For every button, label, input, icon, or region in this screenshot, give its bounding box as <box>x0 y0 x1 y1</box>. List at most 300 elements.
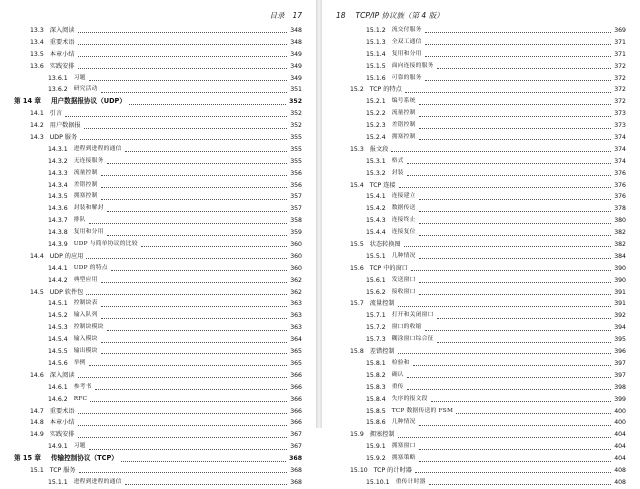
toc-entry-number: 15.8.6 <box>366 419 386 427</box>
toc-entry-number: 15.3.2 <box>366 169 386 177</box>
toc-entry-number: 15.1.3 <box>366 38 386 46</box>
toc-entry-number: 14.6.1 <box>48 383 68 391</box>
toc-entry-page: 366 <box>290 419 302 427</box>
toc-entry-number: 15.1.6 <box>366 74 386 82</box>
toc-entry-title: 可靠的服务 <box>391 74 422 81</box>
toc-dot-leader <box>425 44 612 45</box>
toc-dot-leader <box>86 294 287 295</box>
toc-entry-page: 348 <box>290 27 302 34</box>
toc-entry-title: 实践安排 <box>49 62 75 70</box>
toc-entry-number: 15.1.5 <box>366 62 386 70</box>
toc-dot-leader <box>398 353 612 354</box>
toc-entry-title: UDP 的应用 <box>49 252 84 260</box>
toc-entry-title: 习题 <box>73 74 86 81</box>
toc-entry-number: 15.7.1 <box>366 312 386 320</box>
toc-entry-page: 404 <box>614 431 626 439</box>
toc-dot-leader <box>107 330 288 331</box>
toc-entry-number: 15.3.1 <box>366 157 386 165</box>
toc-entry-page: 372 <box>614 74 626 82</box>
toc-entry-page: 367 <box>290 443 302 451</box>
toc-entry-page: 351 <box>290 86 302 94</box>
toc-dot-leader <box>101 187 288 188</box>
toc-entry-title: 连接建立 <box>391 193 416 200</box>
toc-entry-row <box>14 49 302 61</box>
toc-entry-page: 371 <box>614 50 626 58</box>
toc-entry-number: 13.4 <box>30 38 44 46</box>
toc-entry-title: 排队 <box>73 217 86 224</box>
toc-dot-leader <box>391 151 611 152</box>
toc-entry-row <box>336 132 626 144</box>
toc-entry-number: 14.5.3 <box>48 324 68 332</box>
left-page <box>0 0 316 486</box>
toc-entry-row <box>14 382 302 394</box>
toc-entry-number: 14.5.4 <box>48 336 68 344</box>
toc-entry-title: 进程到进程的通信 <box>73 478 122 485</box>
toc-dot-leader <box>415 472 611 473</box>
toc-entry-page: 356 <box>290 169 302 177</box>
toc-entry-row <box>14 156 302 168</box>
toc-entry-page: 400 <box>614 419 626 427</box>
page-number: 17 <box>292 11 302 20</box>
toc-entry-title: 流量控制 <box>391 110 416 117</box>
toc-entry-row <box>336 358 626 370</box>
toc-entry-title: 打开和关闭窗口 <box>391 312 434 319</box>
toc-entry-title: 发送窗口 <box>391 276 416 283</box>
toc-entry-number: 14.8 <box>30 419 44 427</box>
toc-entry-title: 本章小结 <box>49 50 75 58</box>
toc-dot-leader <box>141 246 287 247</box>
toc-dot-leader <box>419 282 612 283</box>
toc-entry-title: TCP 数据传送的 FSM <box>391 407 454 414</box>
toc-entry-number: 14.3.1 <box>48 145 68 153</box>
toc-dot-leader <box>101 353 288 354</box>
toc-entry-number: 15.9 <box>350 431 364 439</box>
toc-entry-number: 15.7 <box>350 300 364 308</box>
toc-entry-row <box>336 263 626 275</box>
toc-entry-title: 封装 <box>391 169 404 176</box>
toc-entry-row <box>336 287 626 299</box>
toc-entry-row <box>336 191 626 203</box>
toc-entry-title: 拥塞策略 <box>391 455 416 462</box>
toc-dot-leader <box>425 80 612 81</box>
toc-entry-number: 15.8.1 <box>366 359 386 367</box>
toc-entry-row <box>14 215 302 227</box>
toc-entry-title: 拥塞窗口 <box>391 443 416 450</box>
toc-entry-number: 15.4.4 <box>366 229 386 237</box>
toc-dot-leader <box>419 128 612 129</box>
toc-entry-title: 报文段 <box>369 145 389 153</box>
toc-entry-row <box>14 394 302 406</box>
toc-entry-title: 窗口的收缩 <box>391 324 422 331</box>
toc-entry-row <box>14 120 302 132</box>
toc-entry-row <box>14 406 302 418</box>
toc-entry-title: 举例 <box>73 359 86 366</box>
toc-entry-title: 格式 <box>391 157 404 164</box>
toc-dot-leader <box>425 56 612 57</box>
toc-entry-row <box>14 322 302 334</box>
toc-dot-leader <box>89 365 288 366</box>
toc-dot-leader <box>419 235 612 236</box>
toc-entry-title: 接收窗口 <box>391 288 416 295</box>
toc-entry-title: 重要术语 <box>49 38 75 46</box>
toc-entry-title: 本章小结 <box>49 419 75 427</box>
toc-entry-page: 349 <box>290 50 302 58</box>
toc-entry-title: 无连接服务 <box>73 157 104 164</box>
toc-entry-page: 390 <box>614 276 626 284</box>
toc-entry-number: 14.1 <box>30 110 44 118</box>
toc-entry-row <box>336 322 626 334</box>
toc-entry-page: 355 <box>290 134 302 142</box>
toc-entry-page: 374 <box>614 134 626 142</box>
toc-entry-number: 14.5.6 <box>48 359 68 367</box>
toc-entry-page: 369 <box>614 27 626 34</box>
toc-entry-row <box>14 227 302 239</box>
toc-entry-row <box>14 417 302 429</box>
toc-entry-row <box>14 84 302 96</box>
right-running-head <box>336 10 444 21</box>
toc-entry-row <box>14 25 302 37</box>
toc-entry-row <box>14 61 302 73</box>
toc-entry-row <box>336 441 626 453</box>
toc-entry-row <box>14 132 302 144</box>
toc-entry-title: TCP 连接 <box>369 181 396 189</box>
toc-dot-leader <box>121 461 286 462</box>
toc-entry-page: 371 <box>614 38 626 46</box>
toc-entry-title: 失序的报文段 <box>391 395 428 402</box>
toc-dot-leader <box>419 294 612 295</box>
toc-entry-number: 14.5 <box>30 288 44 296</box>
toc-entry-number: 15.8.4 <box>366 395 386 403</box>
toc-entry-number: 15.8.5 <box>366 407 386 415</box>
toc-entry-title: 重要术语 <box>49 407 75 415</box>
toc-dot-leader <box>79 472 288 473</box>
toc-entry-row <box>14 108 302 120</box>
toc-entry-title: 几种情况 <box>391 419 416 426</box>
toc-entry-row <box>336 156 626 168</box>
toc-dot-leader <box>111 270 287 271</box>
toc-entry-page: 352 <box>290 110 302 118</box>
toc-entry-row <box>14 334 302 346</box>
toc-entry-title: 控制块表 <box>73 300 98 307</box>
toc-entry-row <box>336 382 626 394</box>
toc-entry-number: 第 14 章 <box>14 97 41 106</box>
toc-entry-number: 15.1.2 <box>366 27 386 34</box>
toc-entry-row <box>336 334 626 346</box>
toc-entry-title: 连接终止 <box>391 217 416 224</box>
toc-dot-leader <box>101 306 288 307</box>
toc-entry-page: 395 <box>614 336 626 344</box>
toc-dot-leader <box>425 32 612 33</box>
toc-entry-title: 控制块模块 <box>73 324 104 331</box>
toc-entry-page: 368 <box>290 466 302 474</box>
toc-entry-number: 14.6 <box>30 371 44 379</box>
toc-entry-page: 359 <box>290 229 302 237</box>
toc-entry-row <box>14 37 302 49</box>
toc-dot-leader <box>101 175 288 176</box>
toc-dot-leader <box>129 104 286 105</box>
toc-entry-number: 15.5.1 <box>366 252 386 260</box>
toc-entry-row <box>336 417 626 429</box>
toc-entry-title: TCP 的特点 <box>369 86 402 94</box>
toc-entry-row <box>336 37 626 49</box>
toc-entry-title: 典型应用 <box>73 276 98 283</box>
toc-entry-number: 15.10 <box>350 466 368 474</box>
toc-entry-page: 382 <box>614 241 626 249</box>
toc-entry-title: 状态转换图 <box>369 241 401 249</box>
toc-entry-row <box>14 275 302 287</box>
toc-entry-page: 391 <box>614 288 626 296</box>
toc-entry-row <box>14 203 302 215</box>
toc-entry-title: UDP 服务 <box>49 134 78 142</box>
toc-dot-leader <box>107 211 288 212</box>
toc-entry-row <box>336 453 626 465</box>
toc-entry-number: 14.6.2 <box>48 395 68 403</box>
toc-entry-page: 372 <box>614 86 626 94</box>
toc-entry-number: 14.5.2 <box>48 312 68 320</box>
toc-entry-number: 15.9.1 <box>366 443 386 451</box>
toc-entry-row <box>336 96 626 108</box>
toc-entry-title: 研究活动 <box>73 86 98 93</box>
toc-dot-leader <box>411 270 611 271</box>
toc-entry-title: 流量控制 <box>369 300 395 308</box>
toc-entry-title: 输入模块 <box>73 336 98 343</box>
toc-entry-page: 368 <box>289 455 302 463</box>
toc-entry-title: 参考书 <box>73 383 92 390</box>
toc-dot-leader <box>429 484 612 485</box>
toc-entry-number: 15.9.2 <box>366 455 386 463</box>
toc-dot-leader <box>399 187 612 188</box>
toc-entry-page: 368 <box>290 478 302 486</box>
toc-entry-page: 399 <box>614 395 626 403</box>
toc-entry-page: 373 <box>614 122 626 130</box>
toc-entry-title: 拥塞控制 <box>73 193 98 200</box>
toc-dot-leader <box>78 437 288 438</box>
toc-entry-row <box>336 144 626 156</box>
toc-entry-page: 355 <box>290 145 302 153</box>
toc-entry-page: 355 <box>290 157 302 165</box>
toc-entry-number: 15.4.3 <box>366 217 386 225</box>
toc-dot-leader <box>65 116 287 117</box>
toc-entry-title: 全双工通信 <box>391 38 422 45</box>
toc-entry-row <box>336 120 626 132</box>
toc-entry-row <box>336 108 626 120</box>
toc-dot-leader <box>101 342 288 343</box>
toc-entry-title: 用户数据报 <box>49 122 81 130</box>
toc-entry-row <box>336 465 626 477</box>
header-title: TCP/IP 协议族（第 4 版） <box>355 11 444 20</box>
toc-entry-row <box>336 298 626 310</box>
toc-entry-title: TCP 中的窗口 <box>369 264 408 272</box>
toc-entry-page: 357 <box>290 193 302 201</box>
toc-entry-title: 拥塞控制 <box>391 134 416 141</box>
toc-entry-number: 15.2.1 <box>366 98 386 106</box>
toc-entry-page: 360 <box>290 264 302 272</box>
toc-entry-page: 373 <box>614 110 626 118</box>
toc-dot-leader <box>437 342 612 343</box>
toc-dot-leader <box>419 104 612 105</box>
toc-entry-page: 376 <box>614 193 626 201</box>
toc-entry-row <box>14 429 302 441</box>
toc-dot-leader <box>78 425 288 426</box>
toc-entry-page: 404 <box>614 455 626 463</box>
left-running-head <box>269 10 302 21</box>
toc-dot-leader <box>419 449 612 450</box>
toc-dot-leader <box>89 223 288 224</box>
toc-entry-number: 15.1 <box>30 466 44 474</box>
toc-entry-row <box>336 370 626 382</box>
toc-entry-page: 349 <box>290 62 302 70</box>
toc-entry-title: 复用和分用 <box>73 229 104 236</box>
toc-entry-title: 深入阅读 <box>49 27 75 34</box>
toc-entry-number: 15.2 <box>350 86 364 94</box>
toc-entry-page: 374 <box>614 157 626 165</box>
toc-entry-title: 数据传送 <box>391 205 416 212</box>
toc-entry-number: 15.6.2 <box>366 288 386 296</box>
toc-entry-row <box>336 49 626 61</box>
toc-entry-page: 357 <box>290 205 302 213</box>
toc-entry-title: 重传 <box>391 383 404 390</box>
toc-dot-leader <box>407 389 612 390</box>
toc-entry-page: 366 <box>290 383 302 391</box>
toc-entry-page: 363 <box>290 300 302 308</box>
toc-entry-page: 363 <box>290 312 302 320</box>
toc-entry-row <box>336 84 626 96</box>
toc-entry-number: 15.4.1 <box>366 193 386 201</box>
toc-dot-leader <box>80 139 287 140</box>
toc-dot-leader <box>419 116 612 117</box>
toc-entry-page: 349 <box>290 74 302 82</box>
toc-dot-leader <box>107 163 288 164</box>
toc-entry-page: 397 <box>614 371 626 379</box>
toc-dot-leader <box>419 425 612 426</box>
toc-entry-title: TCP 的计时器 <box>373 466 412 474</box>
toc-entry-number: 13.6 <box>30 62 44 70</box>
toc-entry-page: 362 <box>290 288 302 296</box>
toc-entry-row <box>14 298 302 310</box>
toc-entry-number: 13.5 <box>30 50 44 58</box>
toc-entry-page: 365 <box>290 348 302 356</box>
toc-entry-number: 15.2.3 <box>366 122 386 130</box>
toc-entry-title: 确认 <box>391 371 404 378</box>
toc-chapter-row <box>14 453 302 465</box>
toc-entry-title: 差错控制 <box>391 122 416 129</box>
toc-entry-row <box>336 275 626 287</box>
toc-entry-number: 14.3.9 <box>48 241 68 249</box>
toc-dot-leader <box>78 413 288 414</box>
toc-entry-row <box>14 191 302 203</box>
toc-dot-leader <box>437 68 612 69</box>
toc-dot-leader <box>437 318 612 319</box>
toc-dot-leader <box>90 401 287 402</box>
toc-entry-title: 用户数据报协议（UDP） <box>50 97 126 106</box>
toc-entry-page: 408 <box>614 466 626 474</box>
toc-entry-page: 376 <box>614 169 626 177</box>
toc-entry-number: 15.10.1 <box>366 478 390 486</box>
toc-entry-page: 362 <box>290 276 302 284</box>
toc-entry-row <box>336 168 626 180</box>
toc-entry-row <box>14 180 302 192</box>
toc-entry-title: UDP 软件包 <box>49 288 84 296</box>
toc-entry-page: 348 <box>290 38 302 46</box>
toc-entry-page: 364 <box>290 336 302 344</box>
toc-entry-page: 398 <box>614 383 626 391</box>
toc-entry-number: 14.3.4 <box>48 181 68 189</box>
toc-entry-title: UDP 与简单协议的比较 <box>73 241 138 248</box>
toc-entry-row <box>336 73 626 85</box>
toc-dot-leader <box>456 413 611 414</box>
toc-entry-row <box>14 465 302 477</box>
toc-entry-page: 376 <box>614 181 626 189</box>
toc-dot-leader <box>101 199 288 200</box>
toc-entry-row <box>336 61 626 73</box>
toc-entry-row <box>336 239 626 251</box>
toc-dot-leader <box>89 449 288 450</box>
toc-entry-number: 14.3.3 <box>48 169 68 177</box>
toc-entry-number: 15.2.4 <box>366 134 386 142</box>
toc-dot-leader <box>89 80 288 81</box>
toc-entry-title: 拥塞控制 <box>369 431 395 439</box>
toc-entry-number: 13.6.1 <box>48 74 68 82</box>
toc-entry-page: 378 <box>614 205 626 213</box>
toc-entry-title: 几种情况 <box>391 252 416 259</box>
toc-entry-page: 366 <box>290 395 302 403</box>
toc-entry-title: UDP 的特点 <box>73 264 108 271</box>
toc-entry-title: 连接复位 <box>391 229 416 236</box>
toc-right <box>336 25 626 489</box>
toc-entry-title: 检验和 <box>391 359 410 366</box>
toc-entry-number: 14.9.1 <box>48 443 68 451</box>
toc-entry-number: 15.2.2 <box>366 110 386 118</box>
toc-entry-page: 397 <box>614 359 626 367</box>
toc-entry-title: 编号系统 <box>391 98 416 105</box>
toc-entry-row <box>336 394 626 406</box>
toc-entry-number: 14.3 <box>30 134 44 142</box>
toc-entry-title: 流交付服务 <box>391 27 422 33</box>
toc-dot-leader <box>107 235 288 236</box>
toc-entry-page: 374 <box>614 145 626 153</box>
toc-entry-number: 14.4 <box>30 252 44 260</box>
toc-entry-number: 15.5 <box>350 241 364 249</box>
toc-entry-page: 408 <box>614 478 626 486</box>
toc-entry-row <box>14 168 302 180</box>
toc-entry-number: 14.2 <box>30 122 44 130</box>
toc-entry-page: 366 <box>290 371 302 379</box>
toc-entry-title: 引言 <box>49 110 63 118</box>
toc-chapter-row <box>14 96 302 108</box>
toc-entry-number: 14.4.1 <box>48 264 68 272</box>
toc-entry-number: 15.4 <box>350 181 364 189</box>
toc-entry-number: 14.3.5 <box>48 193 68 201</box>
toc-dot-leader <box>125 484 288 485</box>
toc-entry-number: 15.4.2 <box>366 205 386 213</box>
toc-entry-row <box>14 370 302 382</box>
toc-dot-leader <box>84 128 287 129</box>
toc-entry-page: 380 <box>614 217 626 225</box>
toc-entry-page: 384 <box>614 252 626 260</box>
toc-entry-number: 14.3.6 <box>48 205 68 213</box>
toc-entry-row <box>14 144 302 156</box>
toc-entry-row <box>336 346 626 358</box>
toc-entry-page: 392 <box>614 312 626 320</box>
toc-entry-title: 实践安排 <box>49 431 75 439</box>
toc-entry-number: 14.5.5 <box>48 348 68 356</box>
toc-entry-title: 重传计时器 <box>395 478 426 485</box>
toc-entry-title: TCP 服务 <box>49 466 76 474</box>
toc-dot-leader <box>404 246 611 247</box>
toc-entry-title: 差错控制 <box>369 348 395 356</box>
toc-entry-page: 372 <box>614 62 626 70</box>
toc-entry-row <box>14 477 302 489</box>
